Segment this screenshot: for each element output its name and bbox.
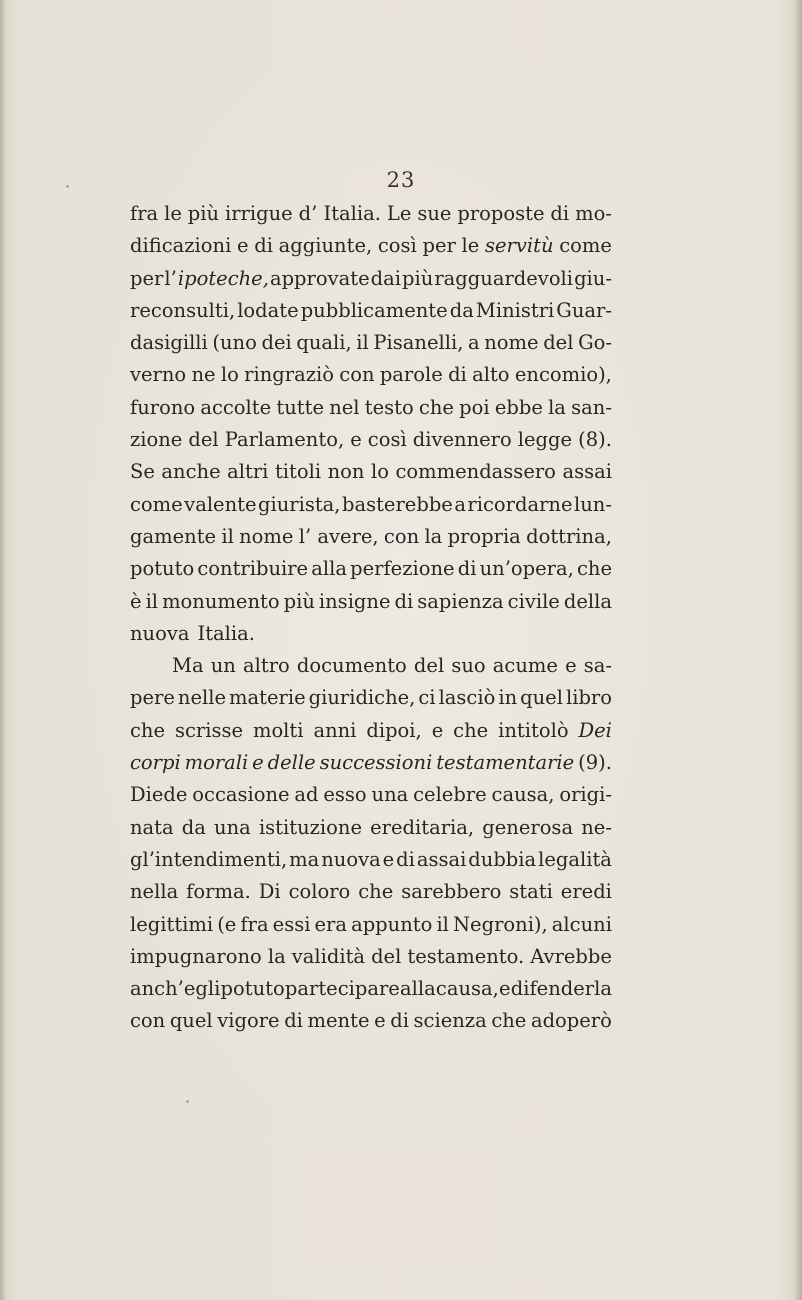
word: le xyxy=(164,202,182,225)
body-text xyxy=(130,198,612,1038)
word: tutte xyxy=(276,395,324,419)
word: di xyxy=(396,847,415,871)
word: coloro xyxy=(288,880,351,904)
word: del xyxy=(371,944,402,968)
word: anni xyxy=(313,718,357,742)
word: eredi xyxy=(560,880,612,904)
word: la xyxy=(424,524,443,548)
word: il xyxy=(436,912,449,936)
word: Pisanelli, xyxy=(373,331,464,355)
word: generosa xyxy=(482,815,574,839)
word: morali xyxy=(184,751,249,775)
word: encomio), xyxy=(514,363,612,387)
word: Se xyxy=(130,460,155,484)
word: Parlamento, xyxy=(224,428,345,452)
word: ricordarne xyxy=(467,492,573,516)
word: potuto xyxy=(130,557,195,581)
word: scienza xyxy=(413,1009,487,1033)
word: basterebbe xyxy=(341,492,453,516)
word: dipoi, xyxy=(366,718,422,742)
word: alla xyxy=(311,557,347,581)
word: così xyxy=(377,234,417,258)
word: assai xyxy=(562,460,612,484)
word: lun- xyxy=(573,492,612,516)
word: dai xyxy=(370,266,402,290)
word: impugnarono xyxy=(130,944,262,968)
word: molti xyxy=(252,718,304,742)
word: poi xyxy=(459,395,490,419)
word: lasciò xyxy=(438,686,496,710)
word: sue xyxy=(417,202,452,225)
word: le xyxy=(461,234,480,258)
word: è xyxy=(130,589,142,613)
word: Go- xyxy=(578,331,612,355)
word: proposte xyxy=(457,202,545,225)
word: origi- xyxy=(559,783,612,807)
word: a xyxy=(468,331,480,355)
text-line xyxy=(130,909,612,941)
word: Ma xyxy=(172,654,204,678)
word: che xyxy=(576,557,612,581)
word: d’ Italia. xyxy=(298,202,381,225)
word: che xyxy=(453,718,489,742)
word: partecipare xyxy=(284,977,400,1001)
word: quel xyxy=(520,686,563,710)
word: di xyxy=(457,557,477,581)
word: Guar- xyxy=(556,298,612,322)
word: come xyxy=(559,234,612,258)
word: più xyxy=(402,266,434,290)
word: legittimi xyxy=(130,912,214,936)
word: fra xyxy=(240,912,269,936)
text-line xyxy=(130,941,612,973)
word: propria xyxy=(447,524,521,548)
word: (9). xyxy=(578,751,612,775)
word: dasigilli xyxy=(130,331,208,355)
word: accolte xyxy=(200,395,272,419)
word: assai xyxy=(416,847,467,871)
word: con xyxy=(383,524,420,548)
word: che xyxy=(130,718,166,742)
word: potuto xyxy=(220,977,285,1001)
word: anch’egli xyxy=(130,977,221,1001)
word: contribuire xyxy=(197,557,309,581)
word: quali, xyxy=(296,331,352,355)
text-line xyxy=(130,779,612,811)
word: lodate xyxy=(237,298,299,322)
text-line xyxy=(130,553,612,585)
word: monumento xyxy=(162,589,280,613)
word: titoli xyxy=(274,460,322,484)
word: approvate xyxy=(269,266,370,290)
word: di xyxy=(550,202,570,225)
word: la xyxy=(267,944,286,968)
word: Negroni), xyxy=(452,912,548,936)
word: del xyxy=(543,331,574,355)
word: occasione xyxy=(192,783,290,807)
word: insigne xyxy=(318,589,391,613)
word: sa- xyxy=(583,654,612,678)
word: (8). xyxy=(578,428,612,452)
text-line xyxy=(130,586,612,618)
word: ipoteche, xyxy=(177,266,269,290)
word: come xyxy=(130,492,183,516)
text-line xyxy=(130,424,612,456)
word: per xyxy=(130,266,164,290)
word: la xyxy=(548,395,566,419)
word: celebre xyxy=(413,783,487,807)
word: una xyxy=(371,783,409,807)
word: irrigue xyxy=(225,202,293,225)
word: giuridiche, xyxy=(308,686,416,710)
word: lo xyxy=(370,460,389,484)
word: e xyxy=(237,234,249,258)
word: nata xyxy=(130,815,174,839)
word: di xyxy=(254,234,273,258)
word: era xyxy=(314,912,348,936)
word: Italia. xyxy=(197,621,255,645)
text-line xyxy=(130,392,612,424)
word: Di xyxy=(258,880,281,904)
word: e xyxy=(350,428,362,452)
text-line xyxy=(130,876,612,908)
word: acume xyxy=(492,654,558,678)
word: del xyxy=(188,428,219,452)
word: sarebbero xyxy=(401,880,502,904)
word: alto xyxy=(472,363,510,387)
word: istituzione xyxy=(258,815,362,839)
word: dottrina, xyxy=(526,524,612,548)
word: nuova xyxy=(130,621,190,645)
word: e xyxy=(431,718,444,742)
word: un xyxy=(210,654,236,678)
word: del xyxy=(413,654,445,678)
word: di xyxy=(448,363,467,387)
word: vigore xyxy=(217,1009,280,1033)
text-line xyxy=(130,359,612,391)
word: suo xyxy=(451,654,486,678)
word: mente xyxy=(307,1009,370,1033)
word: che xyxy=(491,1009,527,1033)
text-line xyxy=(130,456,612,488)
text-line xyxy=(130,973,612,1005)
text-line xyxy=(130,682,612,714)
word: alcuni xyxy=(551,912,612,936)
page-edge-left xyxy=(0,0,6,1300)
word: testamento. xyxy=(407,944,525,968)
word: essi xyxy=(272,912,311,936)
word: di xyxy=(394,589,414,613)
word: nel xyxy=(329,395,360,419)
text-line xyxy=(130,715,612,747)
paper-speck xyxy=(186,1100,189,1103)
word: delle xyxy=(267,751,316,775)
word: di xyxy=(390,1009,409,1033)
text-line xyxy=(130,230,612,262)
text-line xyxy=(130,1005,612,1037)
word: alla xyxy=(400,977,436,1001)
word: perfezione xyxy=(350,557,455,581)
page-number: 23 xyxy=(386,168,416,192)
word: lo xyxy=(220,363,239,387)
word: ne- xyxy=(581,815,612,839)
word: testamentarie xyxy=(436,751,575,775)
word: ereditaria, xyxy=(370,815,475,839)
word: dei xyxy=(261,331,292,355)
word: ragguardevoli xyxy=(434,266,574,290)
word: ma xyxy=(289,847,320,871)
word: furono xyxy=(130,395,196,419)
word: validità xyxy=(291,944,366,968)
word: l’ xyxy=(164,266,177,290)
word: anche xyxy=(161,460,221,484)
word: a xyxy=(454,492,466,516)
word: quel xyxy=(169,1009,213,1033)
word: successioni xyxy=(319,751,433,775)
word: più xyxy=(187,202,220,225)
paper-speck xyxy=(66,185,69,188)
word: e xyxy=(499,977,511,1001)
word: legge xyxy=(517,428,573,452)
word: verno xyxy=(130,363,187,387)
word: e xyxy=(382,847,395,871)
word: il xyxy=(221,524,234,548)
text-line xyxy=(130,198,612,230)
word: gl’intendimenti, xyxy=(130,847,288,871)
word: che xyxy=(358,880,394,904)
word: di xyxy=(284,1009,303,1033)
word: nelle xyxy=(177,686,227,710)
word: materie xyxy=(229,686,306,710)
word: ebbe xyxy=(494,395,543,419)
text-line xyxy=(130,618,612,650)
word: ci xyxy=(418,686,436,710)
word: ad xyxy=(294,783,319,807)
text-line xyxy=(130,327,612,359)
word: parole xyxy=(379,363,443,387)
word: mo- xyxy=(575,202,612,225)
word: Avrebbe xyxy=(530,944,612,968)
text-line xyxy=(130,650,612,682)
word: scrisse xyxy=(174,718,244,742)
word: che xyxy=(418,395,454,419)
word: civile xyxy=(507,589,560,613)
word: ringraziò xyxy=(244,363,334,387)
word: commendassero xyxy=(395,460,556,484)
word: e xyxy=(374,1009,386,1033)
word: giu- xyxy=(574,266,612,290)
word: esso xyxy=(323,783,367,807)
word: da xyxy=(181,815,206,839)
word: appunto xyxy=(351,912,433,936)
word: intitolò xyxy=(498,718,569,742)
word: (uno xyxy=(212,331,257,355)
word: pubblicamente xyxy=(300,298,448,322)
word: testo xyxy=(364,395,414,419)
word: della xyxy=(563,589,612,613)
word: da xyxy=(449,298,474,322)
word: più xyxy=(283,589,315,613)
word: documento xyxy=(296,654,407,678)
word: altro xyxy=(243,654,290,678)
word: causa, xyxy=(491,783,555,807)
word: divennero xyxy=(412,428,512,452)
word: con xyxy=(130,1009,166,1033)
word: difenderla xyxy=(510,977,612,1001)
word: Dei xyxy=(578,718,612,742)
word: con xyxy=(339,363,375,387)
word: e xyxy=(252,751,264,775)
word: nome xyxy=(484,331,539,355)
text-line xyxy=(130,295,612,327)
word: l’ avere, xyxy=(298,524,379,548)
word: una xyxy=(214,815,251,839)
word: ne xyxy=(191,363,216,387)
word: per xyxy=(422,234,456,258)
word: un’opera, xyxy=(479,557,574,581)
word: fra xyxy=(130,202,159,225)
text-line xyxy=(130,844,612,876)
word: il xyxy=(356,331,369,355)
word: il xyxy=(145,589,159,613)
page-edge-right xyxy=(794,0,802,1300)
word: in xyxy=(498,686,518,710)
word: così xyxy=(367,428,407,452)
word: dificazioni xyxy=(130,234,232,258)
text-line xyxy=(130,489,612,521)
text-line xyxy=(130,521,612,553)
word: zione xyxy=(130,428,183,452)
word: dubbia xyxy=(468,847,537,871)
word: altri xyxy=(227,460,269,484)
word: nuova xyxy=(321,847,381,871)
word: giurista, xyxy=(258,492,341,516)
word: causa, xyxy=(435,977,499,1001)
text-line xyxy=(130,812,612,844)
word: nella xyxy=(130,880,179,904)
word: e xyxy=(565,654,577,678)
word: valente xyxy=(184,492,257,516)
word: adoperò xyxy=(530,1009,612,1033)
word: non xyxy=(327,460,365,484)
word: pere xyxy=(130,686,175,710)
word: san- xyxy=(571,395,612,419)
word: libro xyxy=(565,686,612,710)
word: servitù xyxy=(485,234,554,258)
word: reconsulti, xyxy=(130,298,236,322)
word: corpi xyxy=(130,751,181,775)
word: legalità xyxy=(538,847,612,871)
word: forma. xyxy=(186,880,251,904)
word: Diede xyxy=(130,783,188,807)
word: Le xyxy=(386,202,412,225)
text-line xyxy=(130,747,612,779)
word: aggiunte, xyxy=(278,234,373,258)
word: gamente xyxy=(130,524,217,548)
word: Ministri xyxy=(475,298,555,322)
word: stati xyxy=(509,880,553,904)
text-line xyxy=(130,263,612,295)
word: sapienza xyxy=(417,589,504,613)
word: (e xyxy=(217,912,237,936)
word: nome xyxy=(239,524,294,548)
